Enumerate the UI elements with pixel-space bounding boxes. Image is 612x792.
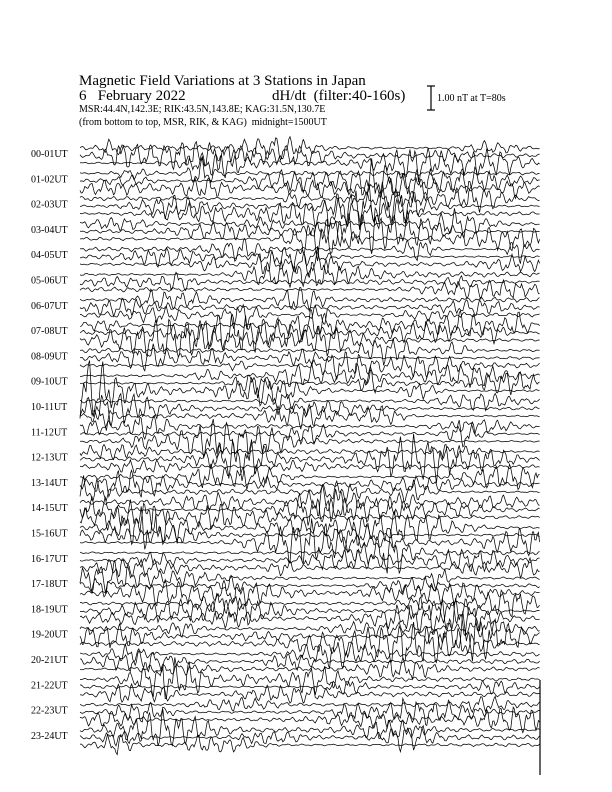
row-label: 11-12UT xyxy=(31,427,68,439)
row-label: 23-24UT xyxy=(31,730,68,742)
row-label: 07-08UT xyxy=(31,326,68,338)
trace-rik xyxy=(80,248,540,272)
filter-label: (filter:40-160s) xyxy=(313,88,406,104)
row-label: 08-09UT xyxy=(31,351,68,363)
row-label: 14-15UT xyxy=(31,503,68,515)
row-label: 06-07UT xyxy=(31,300,68,312)
trace-msr xyxy=(80,198,540,228)
trace-kag xyxy=(80,310,540,341)
row-label: 01-02UT xyxy=(31,174,68,186)
trace-kag xyxy=(80,506,540,549)
station-coordinates: MSR:44.4N,142.3E; RIK:43.5N,143.8E; KAG:31.5N,130.7E xyxy=(79,104,326,115)
trace-msr xyxy=(80,707,540,732)
trace-msr xyxy=(80,280,540,299)
date-day: 6 xyxy=(79,88,87,104)
trace-msr xyxy=(80,220,540,262)
row-label: 21-22UT xyxy=(31,680,68,692)
row-label: 15-16UT xyxy=(31,528,68,540)
station-order-note: (from bottom to top, MSR, RIK, & KAG) midnight=1500UT xyxy=(79,117,327,128)
row-label: 05-06UT xyxy=(31,275,68,287)
date-month-year: February 2022 xyxy=(97,88,186,104)
chart-title: Magnetic Field Variations at 3 Stations in Japan xyxy=(79,73,366,89)
row-label: 00-01UT xyxy=(31,149,68,160)
row-label: 22-23UT xyxy=(31,705,68,717)
row-label: 19-20UT xyxy=(31,629,68,641)
trace-kag xyxy=(80,696,540,712)
trace-rik xyxy=(80,394,540,426)
trace-kag xyxy=(80,622,540,638)
row-label: 12-13UT xyxy=(31,452,68,464)
trace-rik xyxy=(80,597,540,625)
row-label: 04-05UT xyxy=(31,250,68,262)
trace-msr xyxy=(80,246,540,275)
row-label: 16-17UT xyxy=(31,553,68,565)
trace-kag xyxy=(80,464,540,490)
trace-kag xyxy=(80,363,540,388)
scale-bar-label: 1.00 nT at T=80s xyxy=(437,93,506,104)
trace-rik xyxy=(80,651,540,672)
trace-kag xyxy=(80,709,540,746)
trace-kag xyxy=(80,288,540,312)
row-label: 03-04UT xyxy=(31,224,68,236)
row-label: 20-21UT xyxy=(31,655,68,666)
trace-msr xyxy=(80,320,540,358)
trace-msr xyxy=(80,406,540,431)
trace-msr xyxy=(80,460,540,473)
row-label: 17-18UT xyxy=(31,579,68,591)
trace-msr xyxy=(80,684,540,703)
trace-rik xyxy=(80,344,540,371)
trace-msr xyxy=(80,361,540,419)
trace-rik xyxy=(80,315,540,353)
row-label: 10-11UT xyxy=(31,402,68,413)
row-label: 13-14UT xyxy=(31,477,68,489)
quantity-label: dH/dt xyxy=(272,88,307,104)
row-label: 02-03UT xyxy=(31,199,68,211)
row-label: 18-19UT xyxy=(31,604,68,616)
row-label: 09-10UT xyxy=(31,376,68,388)
trace-kag xyxy=(80,137,540,161)
